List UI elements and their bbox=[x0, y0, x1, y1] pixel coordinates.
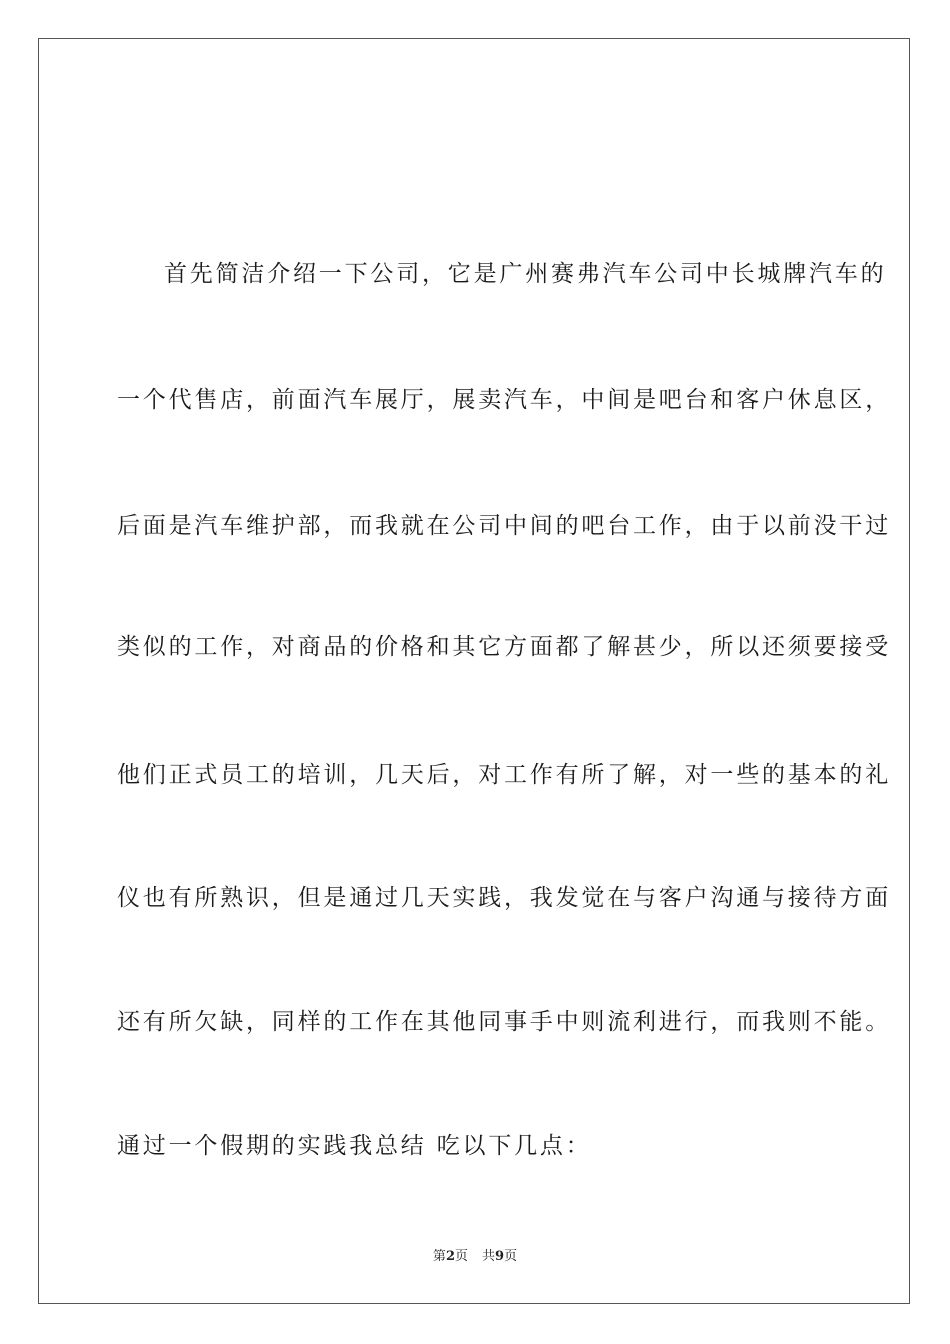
paragraph-line-4: 类似的工作，对商品的价格和其它方面都了解甚少，所以还须要接受 bbox=[117, 634, 891, 660]
paragraph-line-2: 一个代售店，前面汽车展厅，展卖汽车，中间是吧台和客户休息区， bbox=[117, 387, 891, 413]
paragraph-line-8: 通过一个假期的实践我总结 吃以下几点： bbox=[117, 1133, 592, 1159]
paragraph-line-1: 首先简洁介绍一下公司，它是广州赛弗汽车公司中长城牌汽车的 bbox=[164, 261, 887, 287]
paragraph-line-5: 他们正式员工的培训，几天后，对工作有所了解，对一些的基本的礼 bbox=[117, 762, 891, 788]
page-unit: 页 bbox=[454, 1249, 468, 1264]
paragraph-line-3: 后面是汽车维护部，而我就在公司中间的吧台工作，由于以前没干过 bbox=[117, 513, 891, 539]
page-footer bbox=[0, 1249, 950, 1265]
page-prefix: 第 bbox=[432, 1249, 446, 1264]
page-current: 2 bbox=[445, 1249, 455, 1264]
total-unit: 页 bbox=[504, 1249, 518, 1264]
page-total: 9 bbox=[495, 1249, 505, 1264]
paragraph-line-6: 仪也有所熟识，但是通过几天实践，我发觉在与客户沟通与接待方面 bbox=[117, 885, 891, 911]
total-prefix: 共 bbox=[482, 1249, 496, 1264]
paragraph-line-7: 还有所欠缺，同样的工作在其他同事手中则流利进行，而我则不能。 bbox=[117, 1009, 891, 1035]
page-border bbox=[38, 38, 910, 1304]
